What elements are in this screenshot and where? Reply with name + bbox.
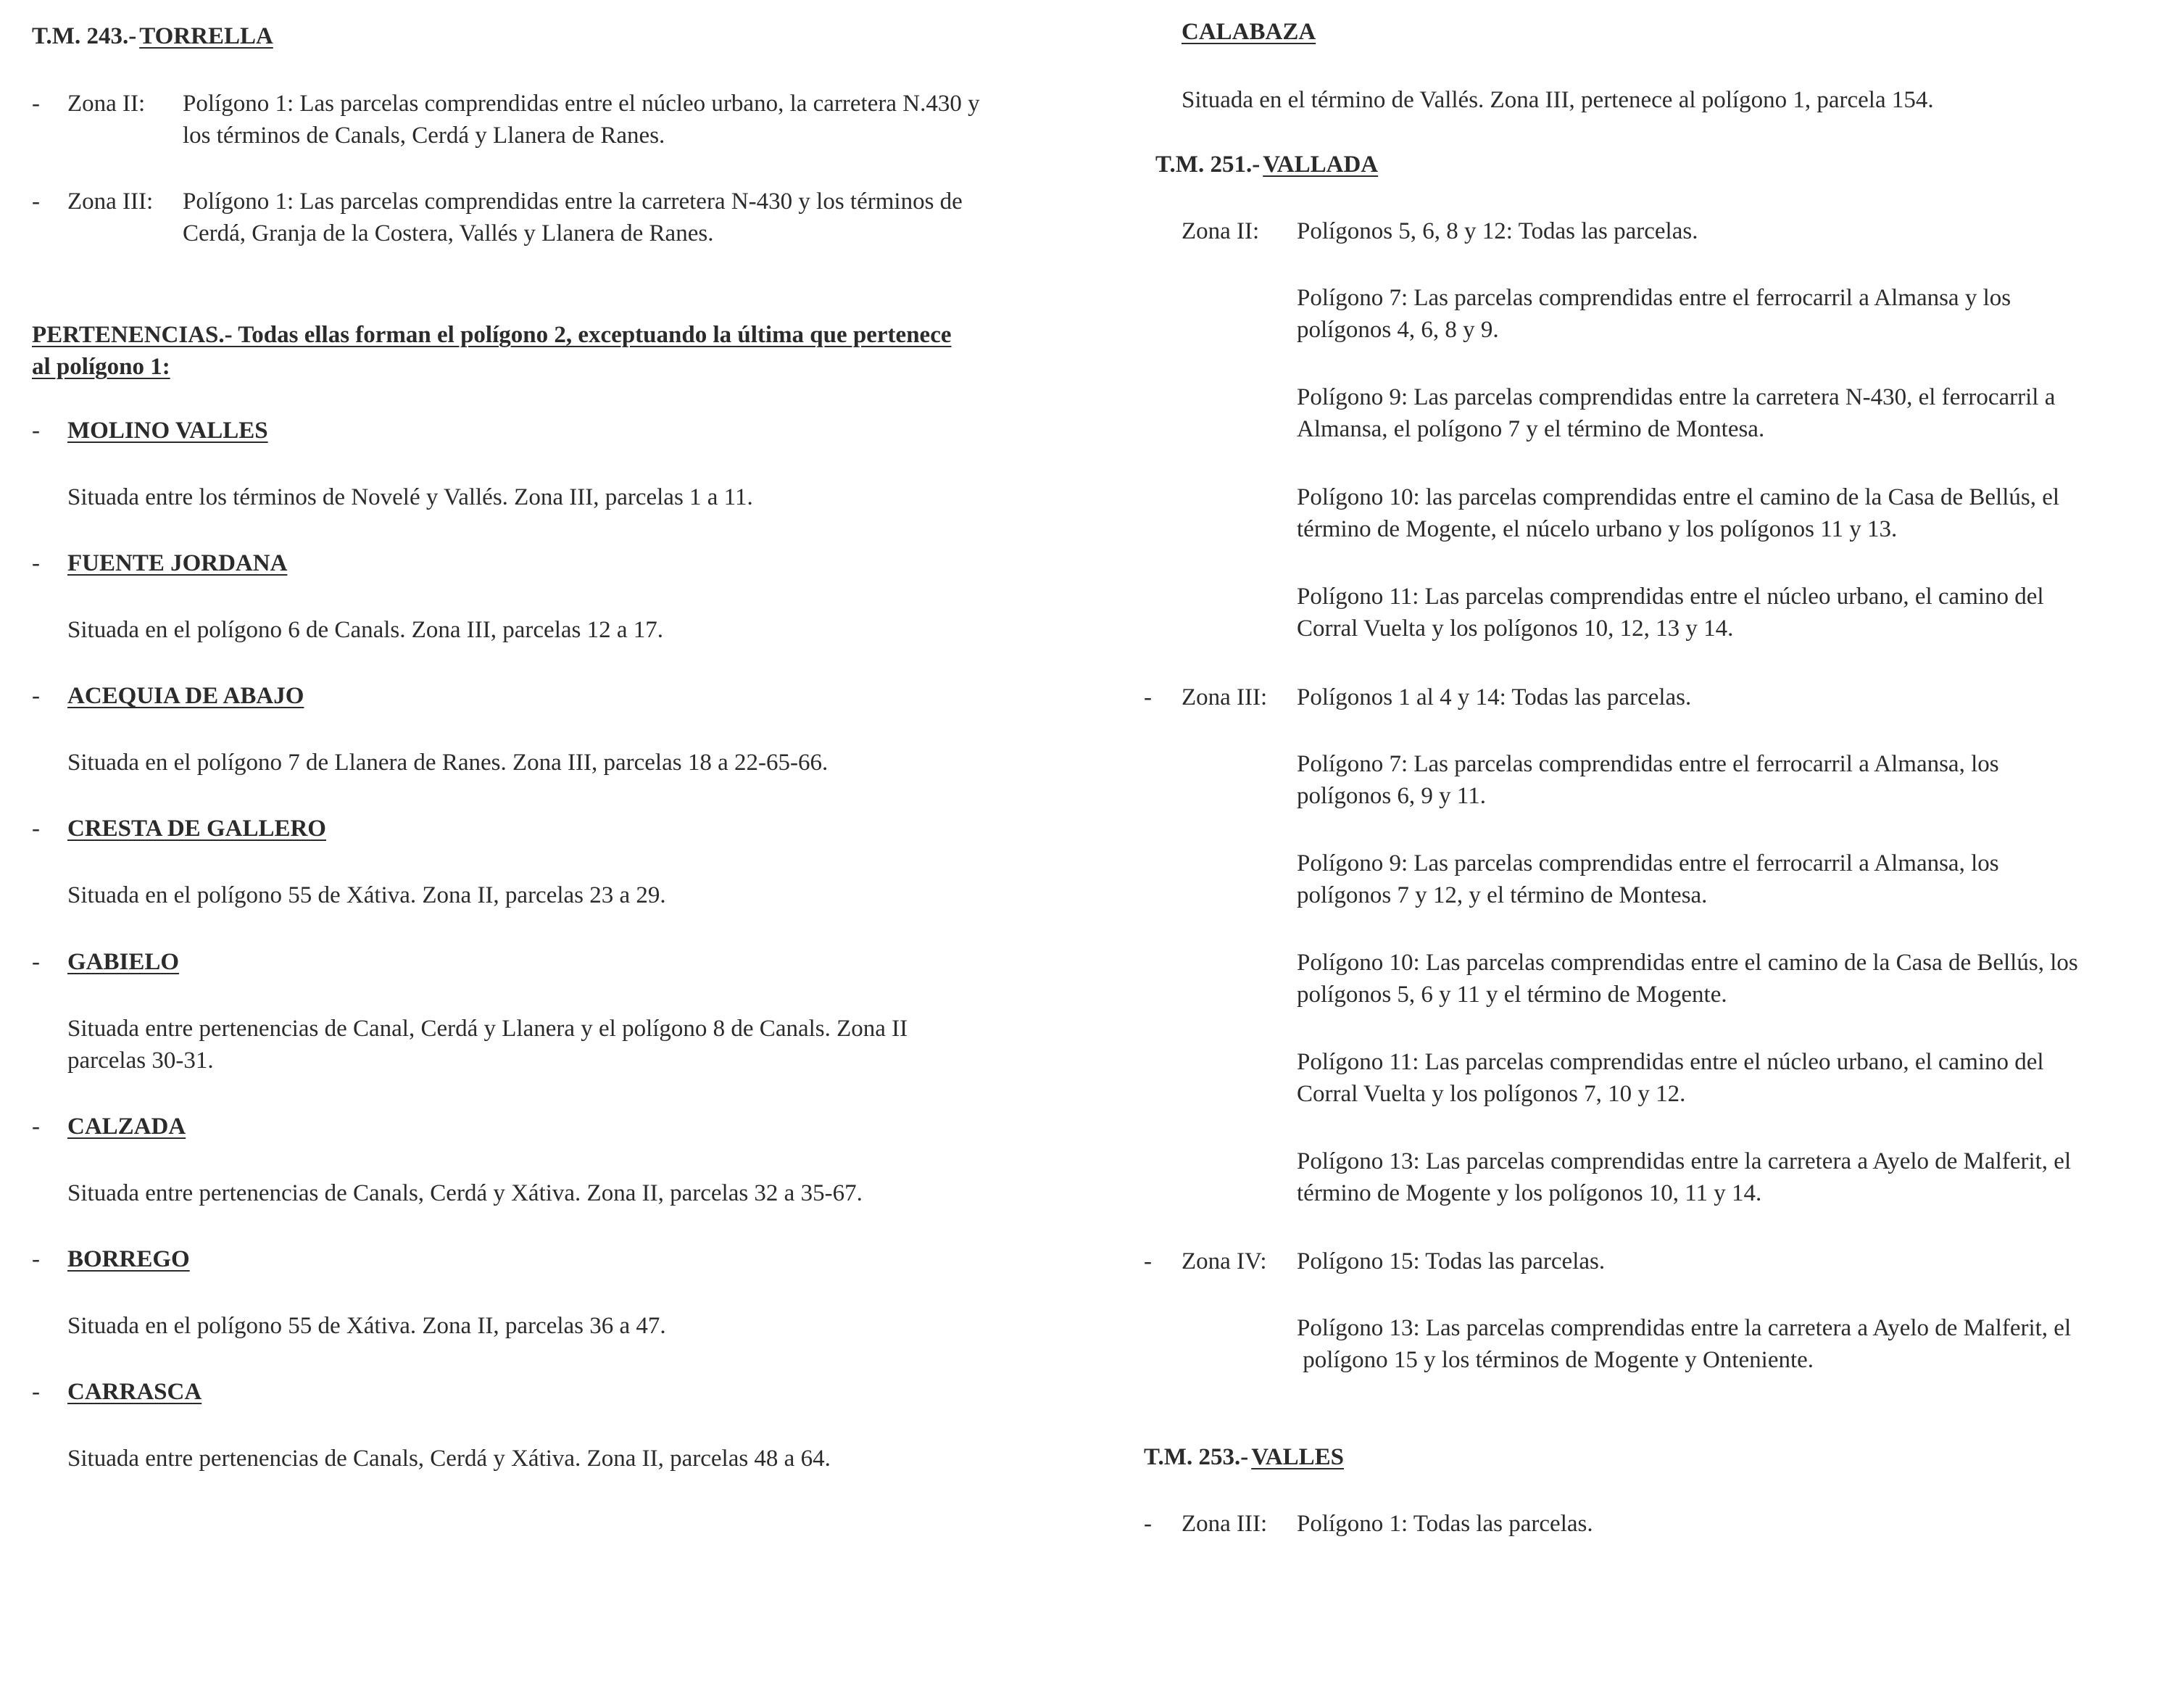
calabaza-desc: Situada en el término de Vallés. Zona III, pertenece al polígono 1, parcela 154. — [1182, 87, 1934, 113]
item-name: BORREGO — [67, 1246, 190, 1272]
vallada-name: VALLADA — [1263, 152, 1379, 178]
zone-first: Polígonos 1 al 4 y 14: Todas las parcelas. — [1297, 684, 1692, 710]
list-dash: - — [32, 1114, 40, 1140]
para-line: polígonos 6, 9 y 11. — [1297, 783, 1486, 809]
item-name: CARRASCA — [67, 1379, 202, 1405]
list-dash: - — [32, 418, 40, 444]
para-line: Almansa, el polígono 7 y el término de Montesa. — [1297, 416, 1765, 442]
item-name: ACEQUIA DE ABAJO — [67, 683, 304, 709]
para-line: Polígono 10: las parcelas comprendidas entre el camino de la Casa de Bellús, el — [1297, 484, 2060, 510]
item-desc — [67, 1013, 1046, 1077]
poligono-para — [1297, 481, 2174, 545]
zone-label: Zona III: — [1182, 684, 1268, 710]
list-dash: - — [32, 949, 40, 975]
torrella-name: TORRELLA — [139, 23, 273, 49]
list-dash: - — [1144, 1248, 1152, 1274]
zone-label: Zona II: — [67, 91, 146, 117]
zone-text — [183, 186, 1052, 249]
zone-label: Zona III: — [1182, 1511, 1268, 1537]
zone-label: Zona IV: — [1182, 1248, 1267, 1274]
poligono-para — [1297, 1046, 2174, 1110]
list-dash: - — [32, 91, 40, 117]
poligono-para — [1297, 1312, 2174, 1376]
zone-line: Cerdá, Granja de la Costera, Vallés y Llanera de Ranes. — [183, 220, 714, 246]
zone-line: los términos de Canals, Cerdá y Llanera de Ranes. — [183, 123, 665, 149]
zone-label: Zona II: — [1182, 218, 1260, 244]
item-desc: Situada en el polígono 6 de Canals. Zona III, parcelas 12 a 17. — [67, 617, 664, 643]
pertenencias-line: al polígono 1: — [32, 354, 170, 380]
poligono-para — [1297, 282, 2174, 346]
list-dash: - — [32, 1379, 40, 1405]
zone-line: Polígono 1: Las parcelas comprendidas entre el núcleo urbano, la carretera N.430 y — [183, 91, 980, 117]
list-dash: - — [32, 188, 40, 215]
poligono-para — [1297, 748, 2174, 812]
pertenencias-line: PERTENENCIAS.- Todas ellas forman el polígono 2, exceptuando la última que pertenece — [32, 322, 952, 348]
list-dash: - — [1144, 1511, 1152, 1537]
para-line: polígono 15 y los términos de Mogente y Onteniente. — [1297, 1347, 1814, 1373]
para-line: término de Mogente, el núcelo urbano y los polígonos 11 y 13. — [1297, 516, 1898, 542]
item-desc-line: parcelas 30-31. — [67, 1048, 214, 1074]
poligono-para — [1297, 947, 2174, 1011]
para-line: Polígono 9: Las parcelas comprendidas entre la carretera N-430, el ferrocarril a — [1297, 384, 2056, 410]
para-line: polígonos 4, 6, 8 y 9. — [1297, 317, 1499, 343]
vallada-heading — [1155, 149, 1378, 181]
item-desc: Situada en el polígono 7 de Llanera de Ranes. Zona III, parcelas 18 a 22-65-66. — [67, 750, 829, 776]
para-line: polígonos 7 y 12, y el término de Montesa. — [1297, 882, 1708, 908]
valles-name: VALLES — [1251, 1444, 1344, 1470]
item-name: CRESTA DE GALLERO — [67, 816, 326, 842]
item-desc: Situada entre los términos de Novelé y Vallés. Zona III, parcelas 1 a 11. — [67, 484, 753, 510]
zone-first: Polígonos 5, 6, 8 y 12: Todas las parcelas. — [1297, 218, 1698, 244]
para-line: Polígono 11: Las parcelas comprendidas entre el núcleo urbano, el camino del — [1297, 1049, 2044, 1075]
para-line: Corral Vuelta y los polígonos 7, 10 y 12. — [1297, 1081, 1686, 1107]
para-line: polígonos 5, 6 y 11 y el término de Mogente. — [1297, 982, 1727, 1008]
list-dash: - — [32, 683, 40, 709]
item-desc: Situada en el polígono 55 de Xátiva. Zona II, parcelas 23 a 29. — [67, 882, 666, 908]
list-dash: - — [32, 816, 40, 842]
zone-first: Polígono 1: Todas las parcelas. — [1297, 1511, 1593, 1537]
item-desc: Situada entre pertenencias de Canals, Cerdá y Xátiva. Zona II, parcelas 48 a 64. — [67, 1446, 831, 1472]
poligono-para — [1297, 1145, 2174, 1209]
item-name: GABIELO — [67, 949, 180, 975]
list-dash: - — [32, 1246, 40, 1272]
item-desc: Situada en el polígono 55 de Xátiva. Zona II, parcelas 36 a 47. — [67, 1313, 666, 1339]
para-line: Polígono 9: Las parcelas comprendidas entre el ferrocarril a Almansa, los — [1297, 850, 1999, 876]
torrella-heading — [32, 20, 273, 52]
item-name: CALZADA — [67, 1114, 186, 1140]
poligono-para — [1297, 581, 2174, 644]
poligono-para — [1297, 847, 2174, 911]
item-name: MOLINO VALLES — [67, 418, 268, 444]
para-line: término de Mogente y los polígonos 10, 11 y 14. — [1297, 1180, 1762, 1206]
item-desc-line: Situada entre pertenencias de Canal, Cerdá y Llanera y el polígono 8 de Canals. Zona II — [67, 1016, 908, 1042]
item-name: FUENTE JORDANA — [67, 550, 288, 576]
item-desc: Situada entre pertenencias de Canals, Cerdá y Xátiva. Zona II, parcelas 32 a 35-67. — [67, 1180, 863, 1206]
list-dash: - — [1144, 684, 1152, 710]
para-line: Polígono 13: Las parcelas comprendidas entre la carretera a Ayelo de Malferit, el — [1297, 1148, 2072, 1174]
vallada-prefix: T.M. 251.- — [1155, 152, 1261, 178]
list-dash: - — [32, 550, 40, 576]
zone-first: Polígono 15: Todas las parcelas. — [1297, 1248, 1606, 1274]
para-line: Polígono 11: Las parcelas comprendidas entre el núcleo urbano, el camino del — [1297, 584, 2044, 610]
para-line: Polígono 13: Las parcelas comprendidas entre la carretera a Ayelo de Malferit, el — [1297, 1315, 2072, 1341]
torrella-prefix: T.M. 243.- — [32, 23, 137, 49]
para-line: Polígono 10: Las parcelas comprendidas entre el camino de la Casa de Bellús, los — [1297, 950, 2078, 976]
zone-text — [183, 88, 1052, 152]
valles-heading — [1144, 1441, 1344, 1473]
poligono-para — [1297, 381, 2174, 445]
calabaza-heading: CALABAZA — [1182, 19, 1316, 45]
para-line: Polígono 7: Las parcelas comprendidas entre el ferrocarril a Almansa y los — [1297, 285, 2011, 311]
zone-line: Polígono 1: Las parcelas comprendidas entre la carretera N-430 y los términos de — [183, 188, 963, 215]
para-line: Corral Vuelta y los polígonos 10, 12, 13 y 14. — [1297, 615, 1734, 642]
para-line: Polígono 7: Las parcelas comprendidas entre el ferrocarril a Almansa, los — [1297, 751, 1999, 777]
zone-label: Zona III: — [67, 188, 154, 215]
pertenencias-heading — [32, 319, 1061, 383]
valles-prefix: T.M. 253.- — [1144, 1444, 1249, 1470]
